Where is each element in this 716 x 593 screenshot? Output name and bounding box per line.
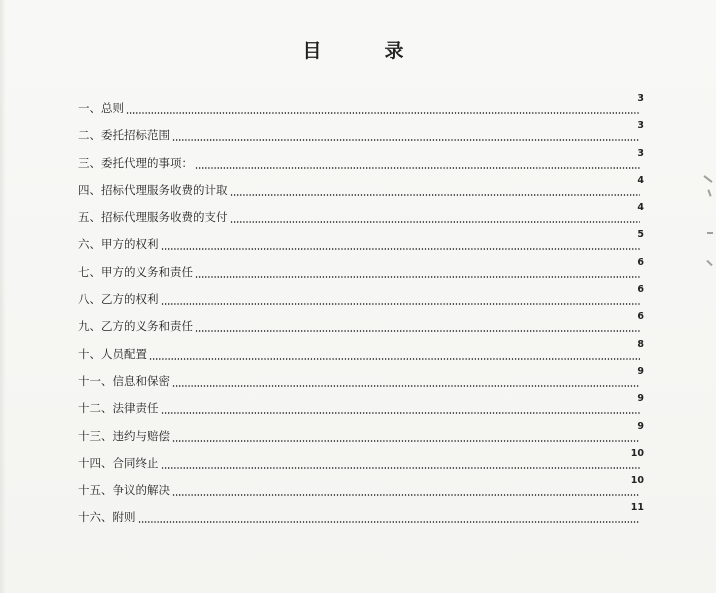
toc-entry[interactable] [78,502,644,532]
toc-dot-leader [161,412,641,414]
scan-edge-mark [707,189,711,196]
toc-entry-page-number: 3 [637,93,644,104]
toc-entry-label: 十四、合同终止 [78,455,159,470]
toc-dot-leader [172,385,640,387]
toc-entry[interactable] [78,93,644,123]
toc-entry-label: 十、人员配置 [78,346,147,361]
toc-entry-page-number: 6 [637,256,644,268]
table-of-contents [78,93,644,533]
toc-dot-leader [195,330,640,332]
toc-dot-leader [149,358,640,360]
toc-entry-page-number: 6 [637,311,644,323]
toc-entry-page-number: 5 [637,229,644,241]
toc-entry-page-number: 4 [637,202,644,214]
toc-entry-label: 六、甲方的权利 [78,237,159,252]
toc-entry[interactable] [78,284,644,314]
toc-dot-leader [161,303,641,305]
toc-title: 目 录 [302,40,426,62]
toc-entry[interactable] [78,256,644,287]
toc-entry-page-number: 3 [637,147,644,159]
toc-entry-page-number: 11 [630,502,644,514]
toc-dot-leader [161,467,641,469]
toc-dot-leader [195,167,640,169]
toc-entry[interactable] [78,174,644,205]
toc-entry-page-number: 4 [637,174,644,186]
toc-entry-page-number: 6 [637,284,644,296]
toc-entry-label: 十一、信息和保密 [78,373,170,388]
toc-entry-page-number: 8 [637,338,644,350]
toc-entry[interactable] [78,147,644,178]
toc-entry-page-number: 3 [637,120,644,132]
toc-entry[interactable] [78,338,644,369]
toc-entry-label: 十六、附则 [78,510,136,525]
toc-entry-label: 九、乙方的义务和责任 [78,319,193,334]
toc-entry[interactable] [78,120,644,150]
toc-dot-leader [138,521,641,523]
toc-entry-page-number: 9 [637,393,644,405]
toc-entry[interactable] [78,202,644,232]
toc-dot-leader [161,248,641,250]
toc-entry-label: 十五、争议的解决 [78,483,170,498]
toc-entry-page-number: 10 [630,475,644,487]
toc-entry[interactable] [78,393,644,423]
toc-entry-label: 三、委托代理的事项： [78,155,193,170]
toc-entry-page-number: 9 [637,420,644,432]
toc-dot-leader [195,276,640,278]
toc-dot-leader [172,139,640,141]
toc-dot-leader [172,494,640,496]
toc-entry-label: 八、乙方的权利 [78,292,159,307]
toc-dot-leader [230,221,641,223]
toc-entry-page-number: 10 [630,447,644,459]
scan-edge-mark [706,260,712,266]
toc-entry[interactable] [78,229,644,259]
scan-edge-mark [707,232,713,234]
scan-edge-mark [703,175,712,183]
toc-dot-leader [230,194,641,196]
page-edge-shadow [0,0,6,593]
toc-entry-label: 七、甲方的义务和责任 [78,264,193,279]
toc-entry[interactable] [78,365,644,396]
toc-entry[interactable] [78,420,644,451]
toc-entry-label: 十三、违约与赔偿 [78,428,170,443]
toc-entry-label: 四、招标代理服务收费的计取 [78,182,228,197]
toc-entry[interactable] [78,475,644,505]
toc-entry[interactable] [78,311,644,341]
toc-entry[interactable] [78,447,644,478]
toc-dot-leader [126,112,640,114]
toc-entry-label: 五、招标代理服务收费的支付 [78,210,228,225]
toc-entry-label: 十二、法律责任 [78,401,159,416]
toc-entry-page-number: 9 [637,365,644,377]
toc-entry-label: 一、总则 [78,101,124,115]
toc-entry-label: 二、委托招标范围 [78,128,170,143]
toc-dot-leader [172,440,640,442]
